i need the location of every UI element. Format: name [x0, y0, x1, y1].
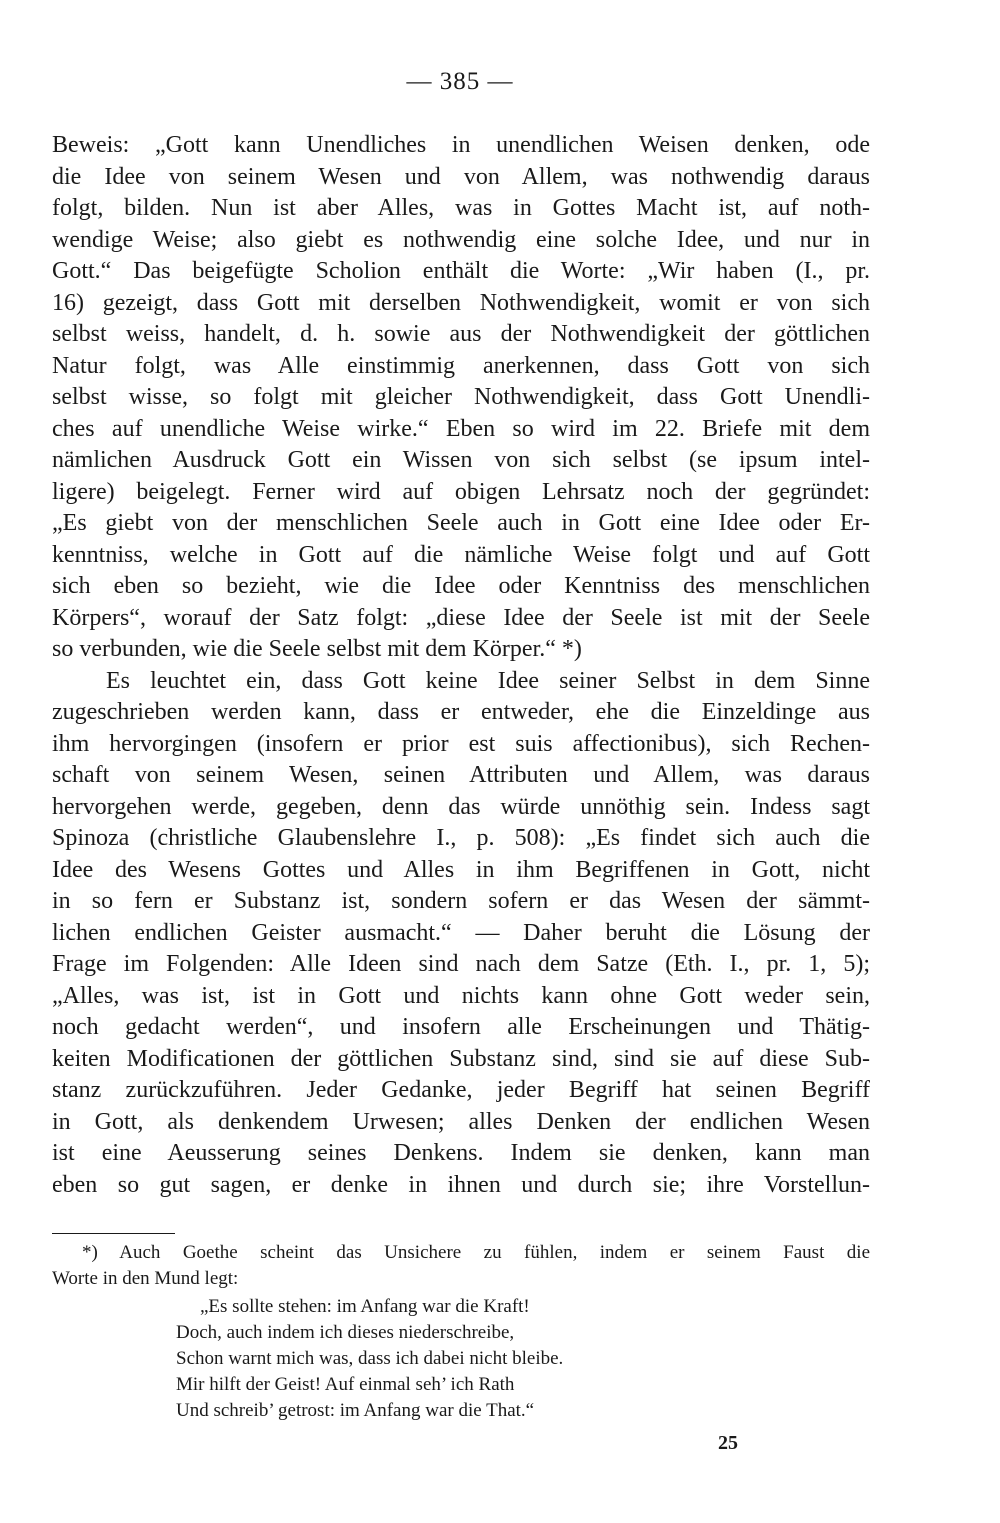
verse-line: Mir hilft der Geist! Auf einmal seh’ ich Rath: [176, 1374, 515, 1395]
text-line: Natur folgt, was Alle einstimmig anerkennen, dass Gott von sich: [52, 352, 870, 379]
text-line: Gott.“ Das beigefügte Scholion enthält die Worte: „Wir haben (I., pr.: [52, 258, 870, 284]
verse-line: Doch, auch indem ich dieses niederschreibe,: [176, 1322, 515, 1343]
text-line: zugeschrieben werden kann, dass er entweder, ehe die Einzeldinge aus: [52, 699, 870, 725]
text-line: kenntniss, welche in Gott auf die nämliche Weise folgt und auf Gott: [52, 541, 870, 568]
text-line: noch gedacht werden“, und insofern alle Erscheinungen und Thätig-: [52, 1014, 870, 1040]
text-line: hervorgehen werde, gegeben, denn das würde unnöthig sein. Indess sagt: [52, 793, 870, 820]
page-number: — 385 —: [406, 68, 514, 95]
text-line: ligere) beigelegt. Ferner wird auf obigen Lehrsatz noch der gegründet:: [52, 478, 870, 505]
paragraph-start-line: Es leuchtet ein, dass Gott keine Idee seiner Selbst in dem Sinne: [106, 667, 870, 694]
footnote-divider: [52, 1233, 175, 1234]
text-line: Idee des Wesens Gottes und Alles in ihm Begriffenen in Gott, nicht: [52, 856, 870, 883]
verse-line: Schon warnt mich was, dass ich dabei nicht bleibe.: [176, 1348, 564, 1369]
text-line: lichen endlichen Geister ausmacht.“ — Daher beruht die Lösung der: [52, 919, 870, 946]
text-line: Körpers“, worauf der Satz folgt: „diese Idee der Seele ist mit der Seele: [52, 604, 870, 631]
text-line: selbst weiss, handelt, d. h. sowie aus der Nothwendigkeit der göttlichen: [52, 321, 870, 347]
text-line: nämlichen Ausdruck Gott ein Wissen von sich selbst (se ipsum intel-: [52, 447, 870, 473]
text-line: die Idee von seinem Wesen und von Allem, was nothwendig daraus: [52, 163, 870, 190]
text-line: eben so gut sagen, er denke in ihnen und durch sie; ihre Vorstellun-: [52, 1171, 870, 1198]
text-line: in Gott, als denkendem Urwesen; alles Denken der endlichen Wesen: [52, 1108, 870, 1135]
text-line: stanz zurückzuführen. Jeder Gedanke, jeder Begriff hat seinen Begriff: [52, 1077, 870, 1103]
text-line: „Es giebt von der menschlichen Seele auch in Gott eine Idee oder Er-: [52, 510, 870, 536]
text-line: in so fern er Substanz ist, sondern sofern er das Wesen der sämmt-: [52, 888, 870, 914]
text-line: Beweis: „Gott kann Unendliches in unendlichen Weisen denken, ode: [52, 132, 870, 158]
text-line: keiten Modificationen der göttlichen Substanz sind, sind sie auf diese Sub-: [52, 1045, 870, 1072]
signature-mark: 25: [718, 1432, 738, 1454]
footnote-line: Worte in den Mund legt:: [52, 1268, 239, 1289]
text-line: ihm hervorgingen (insofern er prior est suis affectionibus), sich Rechen-: [52, 730, 870, 757]
footnote: [52, 1240, 870, 1292]
text-line: so verbunden, wie die Seele selbst mit dem Körper.“ *): [52, 636, 582, 662]
text-line: ches auf unendliche Weise wirke.“ Eben so wird im 22. Briefe mit dem: [52, 415, 870, 442]
verse-line: Und schreib’ getrost: im Anfang war die That.“: [176, 1400, 535, 1421]
text-line: 16) gezeigt, dass Gott mit derselben Nothwendigkeit, womit er von sich: [52, 289, 870, 316]
text-line: folgt, bilden. Nun ist aber Alles, was in Gottes Macht ist, auf noth-: [52, 195, 870, 221]
text-line: Frage im Folgenden: Alle Ideen sind nach dem Satze (Eth. I., pr. 1, 5);: [52, 951, 870, 977]
text-line: schaft von seinem Wesen, seinen Attributen und Allem, was daraus: [52, 762, 870, 788]
text-line: Spinoza (christliche Glaubenslehre I., p. 508): „Es findet sich auch die: [52, 825, 870, 851]
text-line: sich eben so bezieht, wie die Idee oder Kenntniss des menschlichen: [52, 573, 870, 599]
footnote-line: *) Auch Goethe scheint das Unsichere zu fühlen, indem er seinem Faust die: [82, 1242, 870, 1263]
text-line: wendige Weise; also giebt es nothwendig eine solche Idee, und nur in: [52, 226, 870, 253]
verse-line: „Es sollte stehen: im Anfang war die Kraft!: [200, 1296, 530, 1317]
footnote-verse: [176, 1294, 796, 1424]
text-line: „Alles, was ist, ist in Gott und nichts kann ohne Gott weder sein,: [52, 982, 870, 1009]
text-line: selbst wisse, so folgt mit gleicher Nothwendigkeit, dass Gott Unendli-: [52, 384, 870, 410]
body-text: [52, 130, 870, 1201]
text-line: ist eine Aeusserung seines Denkens. Indem sie denken, kann man: [52, 1140, 870, 1166]
